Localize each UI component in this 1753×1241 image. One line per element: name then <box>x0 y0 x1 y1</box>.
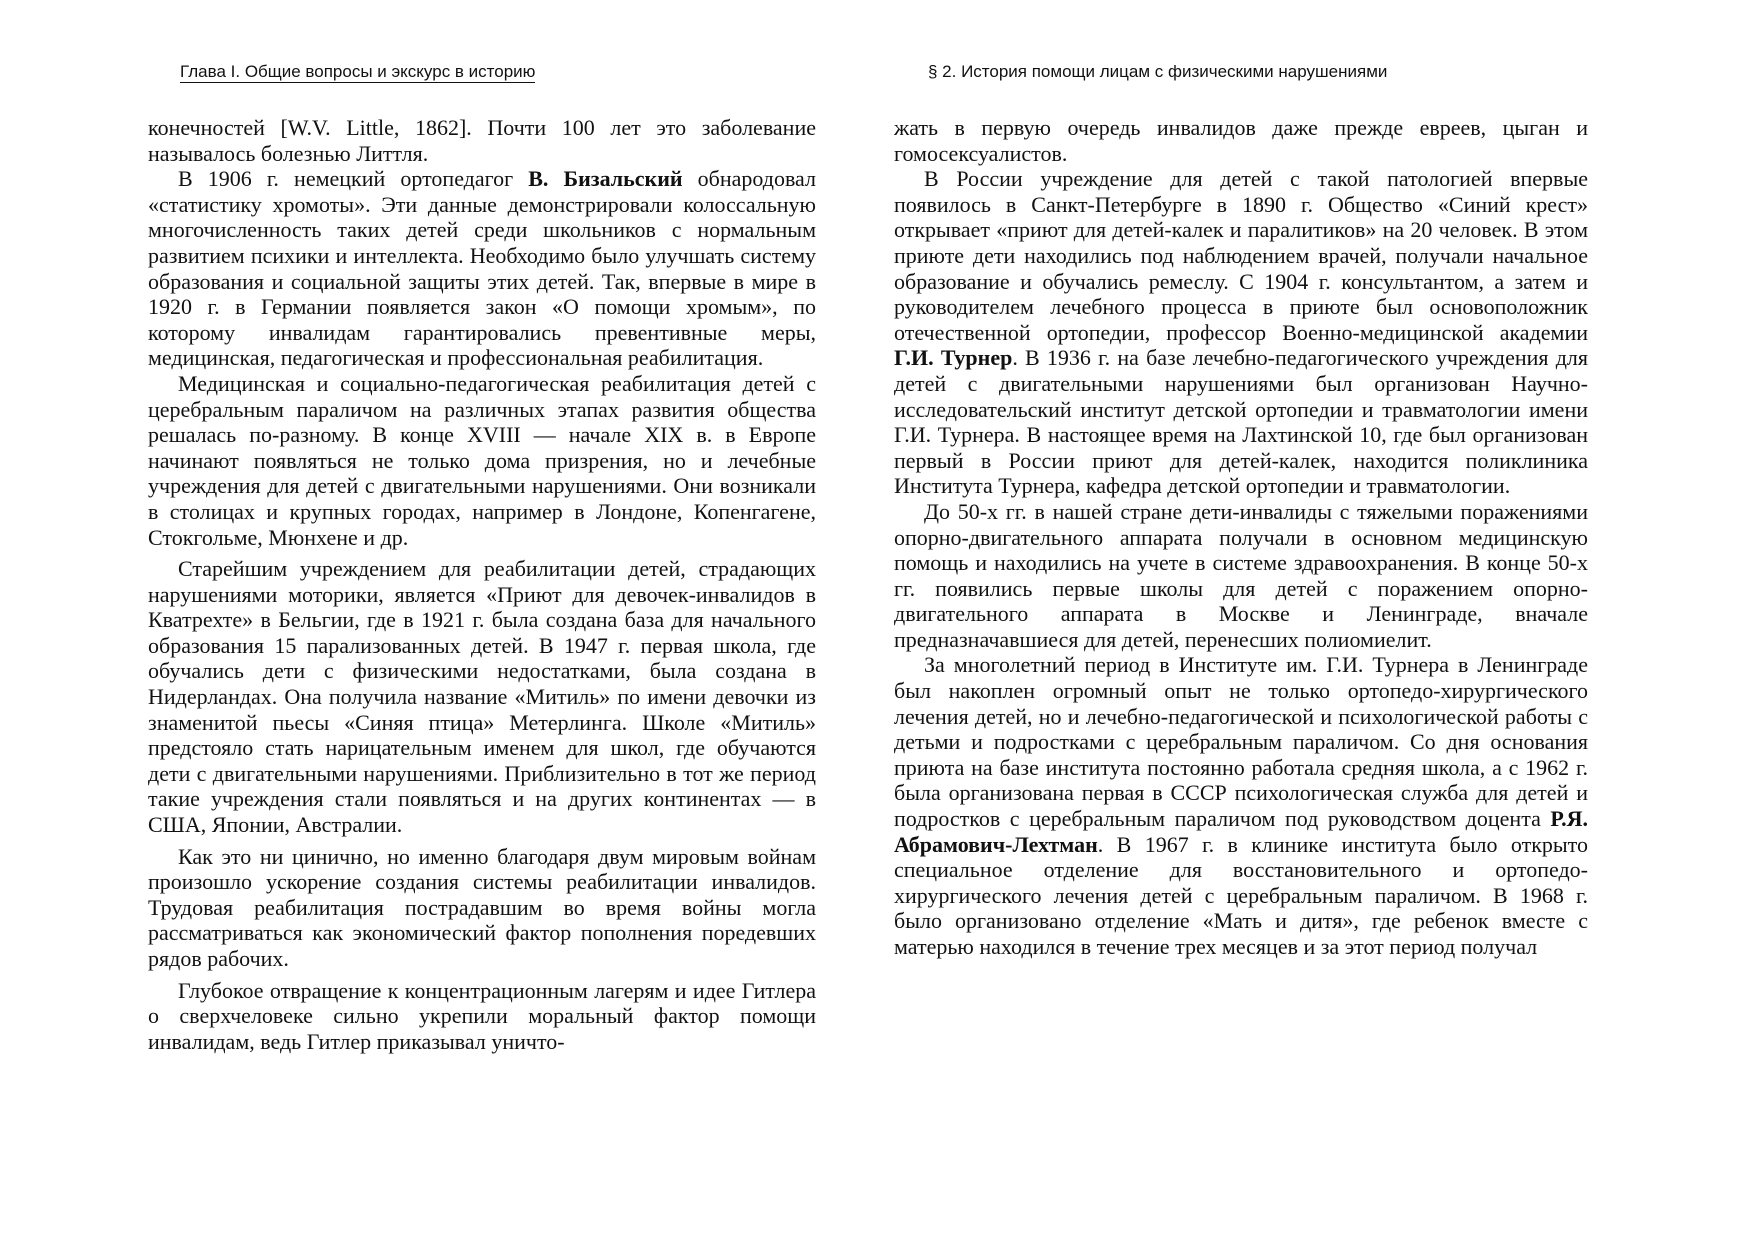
right-page <box>876 0 1753 1241</box>
right-text-column <box>894 115 1588 960</box>
text-run: Медицинская и социально-педагогическая реабилитация детей с церебральным параличом на различных этапах развития общества решалась по-разному. В конце XVIII — начале XIX в. в Европе начинают появляться не только дома призрения, но и лечебные учреждения для детей с двигательными нарушениями. Они возникали в столицах и крупных городах, например в Лондоне, Копенгагене, Стокгольме, Мюнхене и др. <box>148 370 816 550</box>
left-running-head: Глава I. Общие вопросы и экскурс в историю <box>180 62 536 81</box>
text-run: обнародовал «статистику хромоты». Эти данные демонстрировали колоссальную многочисленность таких детей среди школьников с нормальным развитием психики и интеллекта. Необходимо было улучшать систему образования и социальной защиты этих детей. Так, впервые в мире в 1920 г. в Германии появляется закон «О помощи хромым», по которому инвалидам гарантировались превентивные меры, медицинская, педагогическая и профессиональная реабилитация. <box>148 166 816 371</box>
paragraph <box>894 166 1588 499</box>
text-run: Глубокое отвращение к концентрационным лагерям и идее Гитлера о сверхчеловеке сильно укрепили моральный фактор помощи инвалидам, ведь Гитлер приказывал уничто- <box>148 977 816 1054</box>
text-run: До 50-х гг. в нашей стране дети-инвалиды с тяжелыми поражениями опорно-двигательного аппарата получали в основном медицинскую помощь и находились на учете в системе здравоохранения. В конце 50-х гг. появились первые школы для детей с поражением опорно-двигательного аппарата в Москве и Ленинграде, вначале предназначавшиеся для детей, перенесших полиомиелит. <box>894 498 1588 652</box>
text-run: конечностей [W.V. Little, 1862]. Почти 100 лет это заболевание называлось болезнью Литтля. <box>148 115 816 166</box>
paragraph <box>894 499 1588 653</box>
text-run: Старейшим учреждением для реабилитации детей, страдающих нарушениями моторики, является «Приют для девочек-инвалидов в Кватрехте» в Бельгии, где в 1921 г. была создана база для начального образования 15 парализованных детей. В 1947 г. первая школа, где обучались дети с физическими недостатками, была создана в Нидерландах. Она получила название «Митиль» по имени девочки из знаменитой пьесы «Синяя птица» Метерлинга. Школе «Митиль» предстояло стать нарицательным именем для школ, где обучаются дети с двигательными нарушениями. Приблизительно в тот же период такие учреждения стали появляться и на других континентах — в США, Японии, Австралии. <box>148 556 816 838</box>
text-run: В 1906 г. немецкий ортопедагог <box>178 166 529 192</box>
text-run: Как это ни цинично, но именно благодаря двум мировым войнам произошло ускорение создания системы реабилитации инвалидов. Трудовая реабилитация пострадавшим во время войны могла рассматриваться как экономический фактор пополнения поредевших рядов рабочих. <box>148 843 816 971</box>
paragraph <box>148 978 816 1055</box>
text-run: В России учреждение для детей с такой патологией впервые появилось в Санкт-Петербурге в 1890 г. Общество «Синий крест» открывает «приют для детей-калек и паралитиков» на 20 человек. В этом приюте дети находились под наблюдением врачей, получали начальное образование и обучались ремеслу. С 1904 г. консультантом, а затем и руководителем лечебного процесса в приюте был основоположник отечественной ортопедии, профессор Военно-медицинской академии <box>894 166 1588 345</box>
paragraph <box>894 652 1588 959</box>
text-run: жать в первую очередь инвалидов даже прежде евреев, цыган и гомосексуалистов. <box>894 115 1588 166</box>
bold-name: Г.И. Турнер <box>894 345 1013 371</box>
text-run: . В 1967 г. в клинике института было открыто специальное отделение для восстановительного и ортопедо-хирургического лечения детей с церебральным параличом. В 1968 г. было организовано отделение «Мать и дитя», где ребенок вместе с матерью находился в течение трех месяцев и за этот период получал <box>894 831 1588 959</box>
bold-name: В. Бизальский <box>528 166 683 192</box>
text-run: . В 1936 г. на базе лечебно-педагогического учреждения для детей с двигательными нарушениями был организован Научно-исследовательский институт детской ортопедии и травматологии имени Г.И. Турнера. В настоящее время на Лахтинской 10, где был организован первый в России приют для детей-калек, находится поликлиника Института Турнера, кафедра детской ортопедии и травматологии. <box>894 345 1588 499</box>
bold-name: Р.Я. Абрамович-Лехтман <box>894 806 1588 857</box>
right-running-head: § 2. История помощи лицам с физическими нарушениями <box>928 62 1388 81</box>
left-page <box>0 0 876 1241</box>
paragraph <box>148 371 816 550</box>
paragraph <box>148 844 816 972</box>
left-text-column <box>148 115 816 1054</box>
paragraph <box>148 166 816 371</box>
paragraph <box>894 115 1588 166</box>
text-run: За многолетний период в Институте им. Г.И. Турнера в Ленинграде был накоплен огромный опыт не только ортопедо-хирургического лечения детей, но и лечебно-педагогической и психологической работы с детьми и подростками с церебральным параличом. Со дня основания приюта на базе института постоянно работала средняя школа, а с 1962 г. была организована первая в СССР психологическая служба для детей и подростков с церебральным параличом под руководством доцента <box>894 652 1588 832</box>
paragraph <box>148 115 816 166</box>
paragraph <box>148 556 816 838</box>
